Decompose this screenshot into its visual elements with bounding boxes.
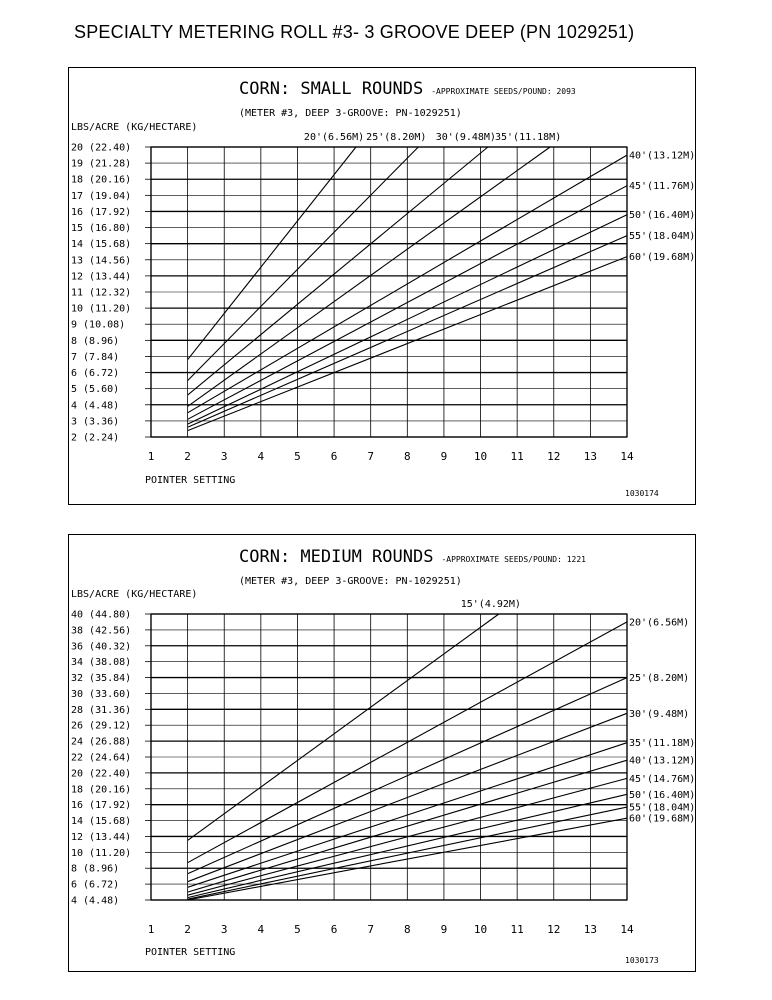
y-tick-label: 20 (22.40) bbox=[71, 768, 132, 780]
series-label: 50'(16.40M) bbox=[629, 210, 696, 222]
x-tick-label: 2 bbox=[184, 450, 191, 463]
y-tick-label: 13 (14.56) bbox=[71, 255, 132, 267]
series-label: 20'(6.56M) bbox=[629, 617, 690, 629]
chart-svg-small-rounds bbox=[69, 68, 697, 506]
y-tick-label: 20 (22.40) bbox=[71, 142, 132, 154]
x-tick-label: 10 bbox=[473, 923, 488, 936]
y-tick-label: 34 (38.08) bbox=[71, 657, 132, 669]
series-label: 55'(18.04M) bbox=[629, 231, 696, 243]
document-number: 1030173 bbox=[625, 956, 659, 965]
chart-panel-medium-rounds bbox=[68, 534, 696, 972]
y-tick-label: 10 (11.20) bbox=[71, 847, 132, 859]
series-label: 60'(19.68M) bbox=[629, 813, 696, 825]
y-tick-label: 12 (13.44) bbox=[71, 271, 132, 283]
x-tick-label: 8 bbox=[403, 923, 411, 936]
x-tick-label: 12 bbox=[547, 450, 561, 463]
chart-title bbox=[239, 547, 586, 567]
chart-subtitle: (METER #3, DEEP 3-GROOVE: PN-1029251) bbox=[239, 576, 462, 587]
x-tick-label: 4 bbox=[257, 923, 265, 936]
y-tick-label: 19 (21.28) bbox=[71, 158, 132, 170]
x-tick-label: 8 bbox=[403, 450, 411, 463]
y-tick-label: 6 (6.72) bbox=[71, 879, 120, 891]
y-tick-label: 30 (33.60) bbox=[71, 688, 132, 700]
x-tick-label: 7 bbox=[367, 450, 375, 463]
series-label: 45'(14.76M) bbox=[629, 773, 696, 785]
series-label: 25'(8.20M) bbox=[366, 132, 427, 143]
document-number: 1030174 bbox=[625, 489, 659, 498]
y-tick-label: 2 (2.24) bbox=[71, 432, 120, 444]
y-tick-label: 32 (35.84) bbox=[71, 673, 132, 685]
chart-title-text: CORN: MEDIUM ROUNDS bbox=[239, 547, 434, 567]
y-tick-label: 16 (17.92) bbox=[71, 206, 132, 218]
series-label: 45'(11.76M) bbox=[629, 181, 696, 193]
series-label: 60'(19.68M) bbox=[629, 252, 696, 264]
x-tick-label: 13 bbox=[583, 450, 598, 463]
x-tick-label: 9 bbox=[440, 450, 448, 463]
y-tick-label: 10 (11.20) bbox=[71, 303, 132, 315]
y-tick-label: 7 (7.84) bbox=[71, 351, 120, 363]
x-tick-label: 9 bbox=[440, 923, 448, 936]
y-tick-label: 4 (4.48) bbox=[71, 400, 120, 412]
y-tick-label: 24 (26.88) bbox=[71, 736, 132, 748]
series-label: 20'(6.56M) bbox=[303, 132, 365, 143]
x-tick-label: 4 bbox=[257, 450, 265, 463]
y-tick-label: 22 (24.64) bbox=[71, 752, 132, 764]
series-label: 30'(9.48M) bbox=[435, 132, 496, 143]
chart-svg-medium-rounds bbox=[69, 535, 697, 973]
series-label: 40'(13.12M) bbox=[629, 150, 696, 162]
chart-title-text: CORN: SMALL ROUNDS bbox=[239, 79, 424, 99]
y-tick-label: 4 (4.48) bbox=[71, 895, 120, 907]
x-tick-label: 1 bbox=[147, 923, 155, 936]
series-label: 50'(16.40M) bbox=[629, 789, 696, 801]
y-tick-label: 38 (42.56) bbox=[71, 625, 132, 637]
series-label: 40'(13.12M) bbox=[629, 755, 696, 767]
y-tick-label: 18 (20.16) bbox=[71, 784, 132, 796]
x-tick-label: 14 bbox=[620, 450, 634, 463]
x-tick-label: 12 bbox=[547, 923, 561, 936]
y-tick-label: 6 (6.72) bbox=[71, 368, 120, 380]
y-tick-label: 8 (8.96) bbox=[71, 863, 120, 875]
chart-panel-small-rounds bbox=[68, 67, 696, 505]
x-axis-label: POINTER SETTING bbox=[145, 947, 236, 958]
y-tick-label: 5 (5.60) bbox=[71, 384, 120, 396]
y-tick-label: 8 (8.96) bbox=[71, 335, 120, 347]
x-tick-label: 3 bbox=[220, 450, 228, 463]
y-tick-label: 12 (13.44) bbox=[71, 831, 132, 843]
y-axis-label: LBS/ACRE (KG/HECTARE) bbox=[71, 122, 198, 133]
x-tick-label: 5 bbox=[294, 450, 301, 463]
chart-title-note: -APPROXIMATE SEEDS/POUND: 1221 bbox=[441, 555, 586, 564]
y-tick-label: 14 (15.68) bbox=[71, 816, 132, 828]
y-tick-label: 28 (31.36) bbox=[71, 704, 132, 716]
y-tick-label: 18 (20.16) bbox=[71, 174, 132, 186]
series-label: 30'(9.48M) bbox=[629, 708, 690, 720]
chart-subtitle: (METER #3, DEEP 3-GROOVE: PN-1029251) bbox=[239, 108, 462, 119]
y-tick-label: 17 (19.04) bbox=[71, 190, 132, 202]
y-tick-label: 14 (15.68) bbox=[71, 239, 132, 251]
series-label: 35'(11.18M) bbox=[629, 738, 696, 750]
y-tick-label: 9 (10.08) bbox=[71, 319, 126, 331]
y-tick-label: 15 (16.80) bbox=[71, 223, 132, 235]
x-tick-label: 10 bbox=[473, 450, 488, 463]
y-axis-label: LBS/ACRE (KG/HECTARE) bbox=[71, 589, 198, 600]
x-tick-label: 3 bbox=[220, 923, 228, 936]
chart-title bbox=[239, 79, 576, 99]
x-tick-label: 2 bbox=[184, 923, 191, 936]
y-tick-label: 40 (44.80) bbox=[71, 609, 132, 621]
page-title: SPECIALTY METERING ROLL #3- 3 GROOVE DEEP (PN 1029251) bbox=[74, 22, 635, 42]
x-axis-label: POINTER SETTING bbox=[145, 475, 236, 486]
x-tick-label: 11 bbox=[510, 450, 524, 463]
x-tick-label: 7 bbox=[367, 923, 375, 936]
x-tick-label: 5 bbox=[294, 923, 301, 936]
series-label: 55'(18.04M) bbox=[629, 802, 696, 814]
y-tick-label: 26 (29.12) bbox=[71, 720, 132, 732]
y-tick-label: 16 (17.92) bbox=[71, 800, 132, 812]
x-tick-label: 14 bbox=[620, 923, 634, 936]
series-label: 35'(11.18M) bbox=[494, 132, 562, 143]
series-label: 25'(8.20M) bbox=[629, 673, 690, 685]
x-tick-label: 6 bbox=[330, 450, 338, 463]
y-tick-label: 36 (40.32) bbox=[71, 641, 132, 653]
y-tick-label: 3 (3.36) bbox=[71, 416, 120, 428]
series-label: 15'(4.92M) bbox=[460, 599, 521, 610]
x-tick-label: 6 bbox=[330, 923, 338, 936]
x-tick-label: 13 bbox=[583, 923, 598, 936]
series-line bbox=[188, 614, 499, 840]
y-tick-label: 11 (12.32) bbox=[71, 287, 132, 299]
series-line bbox=[188, 147, 488, 395]
x-tick-label: 1 bbox=[147, 450, 155, 463]
x-tick-label: 11 bbox=[510, 923, 524, 936]
chart-title-note: -APPROXIMATE SEEDS/POUND: 2093 bbox=[431, 87, 576, 96]
